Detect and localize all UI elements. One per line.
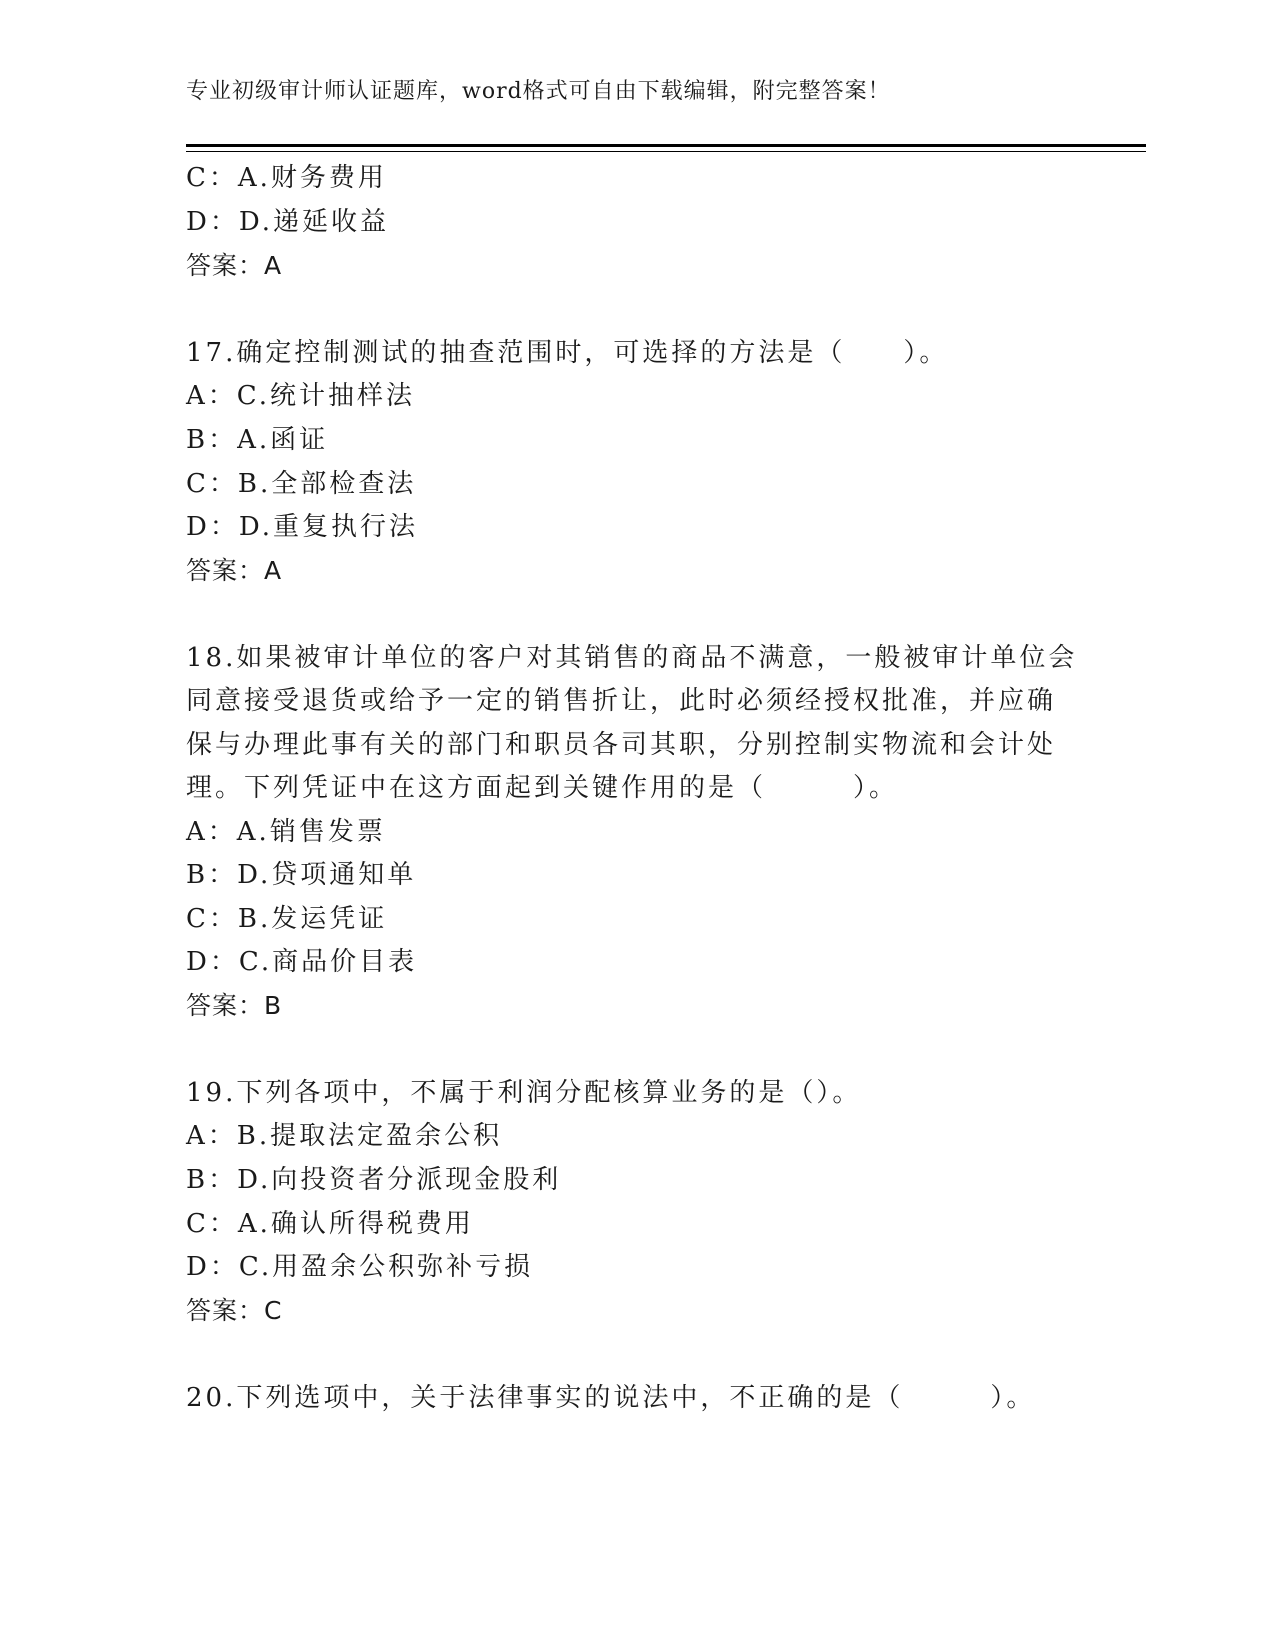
q20-stem: 20.下列选项中，关于法律事实的说法中，不正确的是（ ）。 — [186, 1383, 1036, 1413]
q18-option-a: A：A.销售发票 — [186, 817, 386, 847]
q17-option-c: C：B.全部检查法 — [186, 469, 417, 499]
q19-option-c: C：A.确认所得税费用 — [186, 1209, 474, 1239]
q19-option-a: A：B.提取法定盈余公积 — [186, 1121, 503, 1151]
q18-option-c: C：B.发运凭证 — [186, 904, 388, 934]
q16-option-d: D：D.递延收益 — [186, 207, 390, 237]
q19-option-b: B：D.向投资者分派现金股利 — [186, 1165, 562, 1195]
page-header: 专业初级审计师认证题库，word格式可自由下载编辑，附完整答案！ — [186, 79, 891, 104]
header-rule-thick — [186, 144, 1146, 147]
header-rule-thin — [186, 151, 1146, 152]
q18-stem-line-4: 理。下列凭证中在这方面起到关键作用的是（ ）。 — [186, 773, 899, 803]
q19-stem: 19.下列各项中，不属于利润分配核算业务的是（）。 — [186, 1078, 862, 1108]
q16-option-c: C：A.财务费用 — [186, 163, 387, 193]
q17-answer: 答案：A — [186, 556, 283, 585]
q17-option-d: D：D.重复执行法 — [186, 512, 419, 542]
q18-answer: 答案：B — [186, 991, 283, 1020]
q18-option-d: D：C.商品价目表 — [186, 947, 418, 977]
q16-answer: 答案：A — [186, 251, 283, 280]
q18-stem-line-2: 同意接受退货或给予一定的销售折让，此时必须经授权批准，并应确 — [186, 686, 1057, 716]
q17-option-a: A：C.统计抽样法 — [186, 381, 416, 411]
q19-option-d: D：C.用盈余公积弥补亏损 — [186, 1252, 534, 1282]
q17-stem: 17.确定控制测试的抽查范围时，可选择的方法是（ ）。 — [186, 338, 949, 368]
q18-option-b: B：D.贷项通知单 — [186, 860, 417, 890]
q17-option-b: B：A.函证 — [186, 425, 329, 455]
q18-stem-line-1: 18.如果被审计单位的客户对其销售的商品不满意，一般被审计单位会 — [186, 643, 1078, 673]
q18-stem-line-3: 保与办理此事有关的部门和职员各司其职，分别控制实物流和会计处 — [186, 730, 1057, 760]
q19-answer: 答案：C — [186, 1296, 283, 1325]
